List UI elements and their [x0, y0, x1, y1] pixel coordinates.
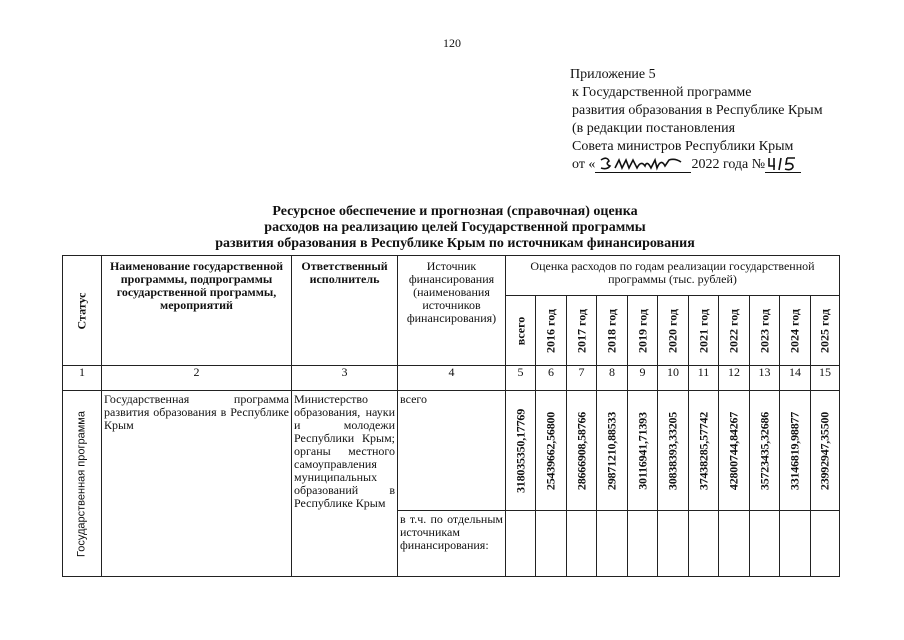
empty-cell — [658, 511, 689, 577]
value-2023: 35723435,32686 — [750, 391, 780, 511]
header-executor: Ответственный исполнитель — [292, 256, 398, 366]
empty-cell — [780, 511, 811, 577]
header-status: Статус — [63, 256, 102, 366]
appendix-line-2: к Государственной программе — [572, 85, 752, 100]
header-year-2020: 2020 год — [658, 296, 689, 366]
empty-cell — [567, 511, 597, 577]
col-number: 1 — [63, 366, 102, 391]
title-line-2: расходов на реализацию целей Государственной программы — [264, 220, 646, 235]
appendix-date-line — [572, 156, 823, 174]
value-2017: 28666908,58766 — [567, 391, 597, 511]
empty-cell — [750, 511, 780, 577]
header-year-2022: 2022 год — [719, 296, 750, 366]
value-total: 318035350,17769 — [506, 391, 536, 511]
header-name: Наименование государственной программы, подпрограммы государственной программы, мероприятий — [102, 256, 292, 366]
handwritten-date — [595, 158, 691, 174]
empty-cell — [506, 511, 536, 577]
empty-cell — [689, 511, 719, 577]
date-prefix: от « — [572, 157, 596, 172]
col-number: 10 — [658, 366, 689, 391]
header-estimate: Оценка расходов по годам реализации государственной программы (тыс. рублей) — [506, 256, 840, 296]
value-2020: 30838393,33205 — [658, 391, 689, 511]
col-number: 15 — [811, 366, 840, 391]
value-2021: 37438285,57742 — [689, 391, 719, 511]
empty-cell — [811, 511, 840, 577]
col-number: 9 — [628, 366, 658, 391]
handwritten-number — [765, 158, 801, 174]
col-number: 12 — [719, 366, 750, 391]
date-year-text: 2022 года № — [691, 157, 766, 172]
col-number: 2 — [102, 366, 292, 391]
table-row — [63, 391, 840, 511]
header-year-2017: 2017 год — [567, 296, 597, 366]
col-number: 5 — [506, 366, 536, 391]
value-2024: 33146819,98877 — [780, 391, 811, 511]
col-number: 13 — [750, 366, 780, 391]
value-2016: 25439662,56800 — [536, 391, 567, 511]
header-year-2019: 2019 год — [628, 296, 658, 366]
value-2018: 29871210,88533 — [597, 391, 628, 511]
row-source-breakdown: в т.ч. по отдельным источникам финансирования: — [398, 511, 506, 577]
empty-cell — [536, 511, 567, 577]
value-2025: 23992947,35500 — [811, 391, 840, 511]
row-status: Государственная программа — [63, 391, 102, 577]
appendix-line-1: Приложение 5 — [570, 67, 656, 82]
col-number: 4 — [398, 366, 506, 391]
empty-cell — [597, 511, 628, 577]
title-line-1: Ресурсное обеспечение и прогнозная (справочная) оценка — [272, 204, 638, 219]
resource-table — [62, 255, 840, 577]
value-2019: 30116941,71393 — [628, 391, 658, 511]
header-year-2025: 2025 год — [811, 296, 840, 366]
page-number: 120 — [443, 36, 461, 50]
value-2022: 42800744,84267 — [719, 391, 750, 511]
appendix-block — [570, 66, 823, 174]
title-line-3: развития образования в Республике Крым по источникам финансирования — [215, 236, 695, 251]
col-number: 8 — [597, 366, 628, 391]
row-program-name: Государственная программа развития образования в Республике Крым — [102, 391, 292, 577]
col-number: 7 — [567, 366, 597, 391]
header-year-2021: 2021 год — [689, 296, 719, 366]
col-number: 6 — [536, 366, 567, 391]
row-source-total: всего — [398, 391, 506, 511]
header-year-2016: 2016 год — [536, 296, 567, 366]
empty-cell — [628, 511, 658, 577]
col-number: 11 — [689, 366, 719, 391]
row-executor: Министерство образования, науки и молодежи Республики Крым; органы местного самоуправления муниципальных образований в Республике Крым — [292, 391, 398, 577]
header-year-total: всего — [506, 296, 536, 366]
header-year-2023: 2023 год — [750, 296, 780, 366]
column-numbers-row — [63, 366, 840, 391]
document-title — [60, 204, 850, 252]
empty-cell — [719, 511, 750, 577]
appendix-line-3: развития образования в Республике Крым — [572, 103, 823, 118]
appendix-line-4: (в редакции постановления — [572, 121, 736, 136]
header-source: Источник финансирования (наименования источников финансирования) — [398, 256, 506, 366]
col-number: 3 — [292, 366, 398, 391]
col-number: 14 — [780, 366, 811, 391]
appendix-line-5: Совета министров Республики Крым — [572, 139, 794, 154]
header-year-2024: 2024 год — [780, 296, 811, 366]
header-year-2018: 2018 год — [597, 296, 628, 366]
